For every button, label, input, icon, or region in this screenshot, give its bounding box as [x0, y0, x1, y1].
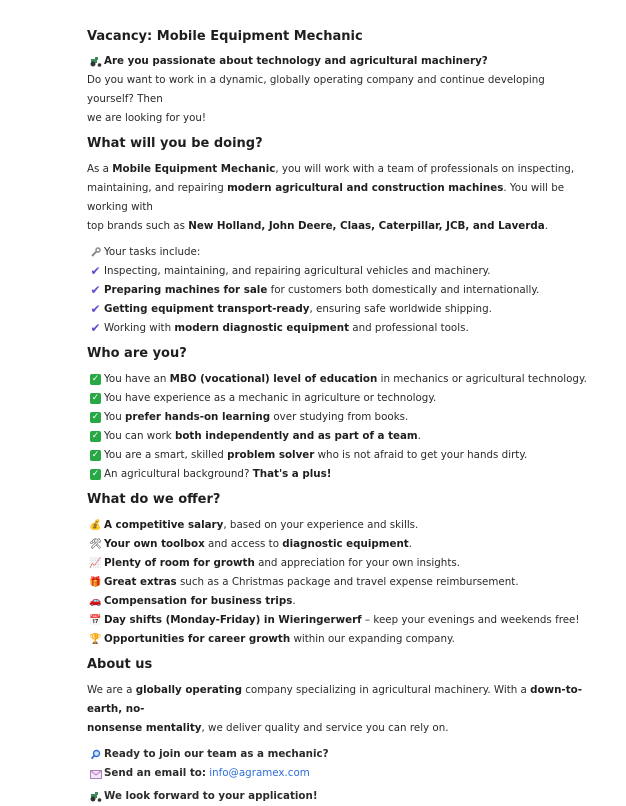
list-item-bold: Plenty of room for growth [104, 557, 255, 569]
list-item [87, 516, 587, 535]
about-bold: globally operating [135, 684, 242, 696]
doing-text: . [544, 220, 548, 232]
section-heading-offer: What do we offer? [87, 492, 221, 507]
list-item-bold: both independently and as part of a team [174, 430, 418, 442]
checkmark-icon: ✔ [90, 283, 101, 297]
tractor-icon [87, 52, 104, 71]
about-text: We are a [87, 684, 136, 696]
list-item-plain: Inspecting, maintaining, and repairing agricultural vehicles and machinery. [104, 265, 491, 277]
list-item-bold: Opportunities for career growth [104, 633, 291, 645]
list-item-plain: . [292, 595, 296, 607]
wrench-icon [87, 243, 104, 262]
doing-brands: New Holland, John Deere, Claas, Caterpillar, JCB, and Laverda [188, 220, 545, 232]
about-paragraph [87, 681, 587, 738]
list-item [87, 630, 587, 649]
about-text: company specializing in agricultural machinery. With a [241, 684, 531, 696]
gift-icon: 🎁 [89, 577, 102, 588]
list-item-plain: and access to [204, 538, 283, 550]
checkmark-icon: ✔ [90, 264, 101, 278]
intro-line-2: we are looking for you! [87, 112, 207, 124]
list-item-plain: . [417, 430, 421, 442]
list-item-text [104, 554, 460, 573]
check-box-icon: ✓ [91, 374, 100, 384]
list-item-plain: who is not afraid to get your hands dirty. [314, 449, 528, 461]
list-item-bold: A competitive salary [104, 519, 224, 531]
trophy-icon: 🏆 [89, 634, 102, 645]
intro-paragraph [87, 71, 587, 128]
list-item [87, 370, 587, 389]
list-item [87, 427, 587, 446]
cta-ready [87, 745, 587, 764]
list-item-plain: such as a Christmas package and travel expense reimbursement. [176, 576, 519, 588]
envelope-icon [87, 764, 104, 783]
list-item-text [104, 535, 412, 554]
intro-question-text: Are you passionate about technology and agricultural machinery? [104, 55, 488, 67]
tools-icon: 🛠 [89, 539, 102, 550]
check-box-icon: ✓ [91, 431, 100, 441]
list-item-plain: You [104, 411, 126, 423]
check-box-icon: ✓ [91, 393, 100, 403]
doing-text: maintaining, and repairing [87, 182, 228, 194]
list-item-bold: diagnostic equipment [282, 538, 409, 550]
about-text: , we deliver quality and service you can rely on. [201, 722, 449, 734]
cta-closing-text: We look forward to your application! [104, 790, 318, 802]
doing-text: As a [87, 163, 113, 175]
magnifier-icon [87, 745, 104, 764]
doing-text: , you will work with a team of professionals on inspecting, [275, 163, 575, 175]
list-item-plain: in mechanics or agricultural technology. [377, 373, 587, 385]
offer-list [87, 516, 587, 649]
list-item-plain: for customers both domestically and internationally. [267, 284, 540, 296]
doing-text: top brands such as [87, 220, 189, 232]
list-item-text [104, 516, 418, 535]
list-item-text [104, 370, 587, 389]
list-item-bold: modern diagnostic equipment [174, 322, 349, 334]
list-item [87, 446, 587, 465]
doing-role: Mobile Equipment Mechanic [112, 163, 276, 175]
list-item [87, 262, 587, 281]
section-heading-about: About us [87, 657, 153, 672]
doing-text: . You will be working with [87, 182, 565, 213]
list-item [87, 408, 587, 427]
list-item-bold: problem solver [227, 449, 315, 461]
list-item-text [104, 427, 421, 446]
list-item-plain: within our expanding company. [290, 633, 455, 645]
list-item-text [104, 465, 331, 484]
list-item [87, 465, 587, 484]
cta-closing [87, 787, 587, 806]
list-item [87, 319, 587, 338]
list-item-plain: You are a smart, skilled [104, 449, 228, 461]
list-item-plain: You have an [104, 373, 170, 385]
checkmark-icon: ✔ [90, 321, 101, 335]
list-item-bold: Getting equipment transport-ready [104, 303, 310, 315]
tasks-label-text: Your tasks include: [104, 246, 201, 258]
cta-email-label: Send an email to: [104, 767, 206, 779]
list-item-text [104, 408, 408, 427]
tasks-list [87, 262, 587, 338]
list-item-plain: and appreciation for your own insights. [254, 557, 460, 569]
chart-icon: 📈 [89, 558, 102, 569]
list-item [87, 389, 587, 408]
list-item-plain: An agricultural background? [104, 468, 253, 480]
list-item-text [104, 630, 455, 649]
cta-email [87, 764, 587, 783]
list-item [87, 611, 587, 630]
list-item-plain: , ensuring safe worldwide shipping. [309, 303, 492, 315]
list-item-plain: Working with [104, 322, 175, 334]
list-item-bold: Preparing machines for sale [104, 284, 268, 296]
list-item-text [104, 389, 436, 408]
list-item-bold: prefer hands-on learning [125, 411, 271, 423]
list-item-bold: Compensation for business trips [104, 595, 293, 607]
list-item-text [104, 262, 491, 281]
list-item-text [104, 300, 492, 319]
list-item-text [104, 611, 580, 630]
list-item-plain: , based on your experience and skills. [223, 519, 419, 531]
list-item-bold: That's a plus! [252, 468, 332, 480]
about-bold: nonsense mentality [87, 722, 202, 734]
list-item-plain: You have experience as a mechanic in agriculture or technology. [104, 392, 437, 404]
vacancy-document [87, 28, 587, 806]
car-icon: 🚗 [89, 596, 102, 607]
check-box-icon: ✓ [91, 412, 100, 422]
list-item [87, 554, 587, 573]
list-item-bold: Your own toolbox [104, 538, 205, 550]
money-bag-icon: 💰 [89, 520, 102, 531]
list-item-plain: and professional tools. [349, 322, 469, 334]
list-item-text [104, 319, 469, 338]
page-title: Vacancy: Mobile Equipment Mechanic [87, 29, 363, 44]
section-heading-who: Who are you? [87, 346, 187, 361]
list-item [87, 535, 587, 554]
list-item-bold: MBO (vocational) level of education [169, 373, 378, 385]
tractor-icon [87, 787, 104, 806]
check-box-icon: ✓ [91, 469, 100, 479]
list-item-text [104, 281, 539, 300]
intro-question [87, 52, 587, 71]
list-item [87, 281, 587, 300]
cta-ready-text: Ready to join our team as a mechanic? [104, 748, 329, 760]
section-heading-doing: What will you be doing? [87, 136, 263, 151]
list-item-text [104, 573, 519, 592]
list-item-text [104, 592, 296, 611]
email-link[interactable]: info@agramex.com [209, 767, 310, 779]
who-list [87, 370, 587, 484]
tasks-label [87, 243, 587, 262]
doing-paragraph [87, 160, 587, 236]
doing-machines: modern agricultural and construction machines [227, 182, 504, 194]
list-item-plain: over studying from books. [270, 411, 409, 423]
about-bold: down-to-earth, no- [87, 684, 582, 715]
list-item-plain: – keep your evenings and weekends free! [361, 614, 580, 626]
list-item-text [104, 446, 527, 465]
list-item-bold: Day shifts (Monday-Friday) in Wieringerwerf [104, 614, 362, 626]
checkmark-icon: ✔ [90, 302, 101, 316]
intro-line-1: Do you want to work in a dynamic, globally operating company and continue developing yourself? Then [87, 74, 545, 105]
calendar-icon: 📅 [89, 615, 102, 626]
list-item [87, 573, 587, 592]
list-item [87, 300, 587, 319]
list-item-bold: Great extras [104, 576, 177, 588]
list-item-plain: . [408, 538, 413, 550]
check-box-icon: ✓ [91, 450, 100, 460]
list-item-plain: You can work [104, 430, 175, 442]
list-item [87, 592, 587, 611]
